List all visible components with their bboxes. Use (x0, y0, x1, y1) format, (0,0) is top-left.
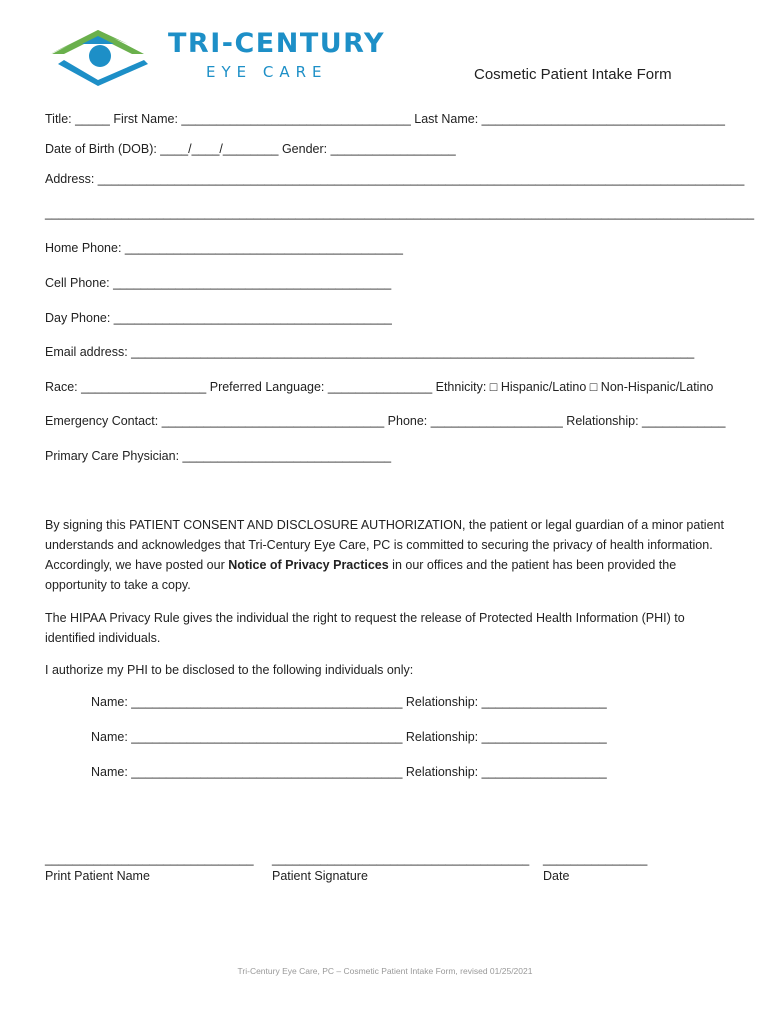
consent-paragraph (45, 515, 733, 595)
primary-care-physician-field[interactable]: Primary Care Physician: ______________________________ (45, 449, 392, 463)
authorized-person-3[interactable]: Name: _______________________________________ Relationship: __________________ (91, 765, 607, 779)
home-phone-field[interactable]: Home Phone: ________________________________________ (45, 241, 403, 255)
consent-text-start: By signing this PATIENT CONSENT AND DISCLOSURE AUTHORIZATION, the patient or legal guardian of a minor patient understands and acknowledges that Tri-Century Eye Care, PC is committed to securing the privacy of health information. Accordingly, we have posted our (45, 518, 724, 572)
company-logo (48, 26, 388, 86)
signature-line[interactable]: _____________________________________ (272, 852, 530, 866)
day-phone-field[interactable]: Day Phone: ________________________________________ (45, 311, 392, 325)
authorize-statement: I authorize my PHI to be disclosed to the following individuals only: (45, 663, 414, 677)
eye-logo-icon (48, 26, 160, 86)
hipaa-paragraph: The HIPAA Privacy Rule gives the individual the right to request the release of Protected Health Information (PHI) to identified individuals. (45, 611, 685, 645)
authorized-person-1[interactable]: Name: _______________________________________ Relationship: __________________ (91, 695, 607, 709)
form-title: Cosmetic Patient Intake Form (474, 66, 672, 83)
logo-subtitle: EYE CARE (206, 63, 328, 81)
cell-phone-field[interactable]: Cell Phone: ________________________________________ (45, 276, 392, 290)
address-field-line1[interactable]: Address: _____________________________________________________________________________________________ (45, 172, 745, 186)
date-label: Date (543, 869, 570, 883)
print-name-line[interactable]: ______________________________ (45, 852, 254, 866)
address-field-line2[interactable]: ______________________________________________________________________________________________________ (45, 206, 755, 220)
email-field[interactable]: Email address: _________________________________________________________________________________ (45, 345, 695, 359)
race-language-ethnicity-fields[interactable]: Race: __________________ Preferred Language: _______________ Ethnicity: □ Hispanic/Latino □ Non-Hispanic/Latino (45, 380, 714, 394)
date-line[interactable]: _______________ (543, 852, 648, 866)
consent-text-end: in our offices and the patient has been provided the opportunity to take a copy. (45, 558, 677, 592)
page-footer: Tri-Century Eye Care, PC – Cosmetic Patient Intake Form, revised 01/25/2021 (237, 966, 533, 976)
privacy-notice-bold: Notice of Privacy Practices (228, 558, 389, 572)
logo-name: TRI-CENTURY (168, 28, 386, 59)
emergency-contact-fields[interactable]: Emergency Contact: ________________________________ Phone: ___________________ Relationship: ____________ (45, 414, 726, 428)
name-fields[interactable]: Title: _____ First Name: _________________________________ Last Name: ___________________________________ (45, 112, 725, 126)
signature-label: Patient Signature (272, 869, 368, 883)
dob-gender-fields[interactable]: Date of Birth (DOB): ____/____/________ Gender: __________________ (45, 142, 456, 156)
authorized-person-2[interactable]: Name: _______________________________________ Relationship: __________________ (91, 730, 607, 744)
print-name-label: Print Patient Name (45, 869, 150, 883)
